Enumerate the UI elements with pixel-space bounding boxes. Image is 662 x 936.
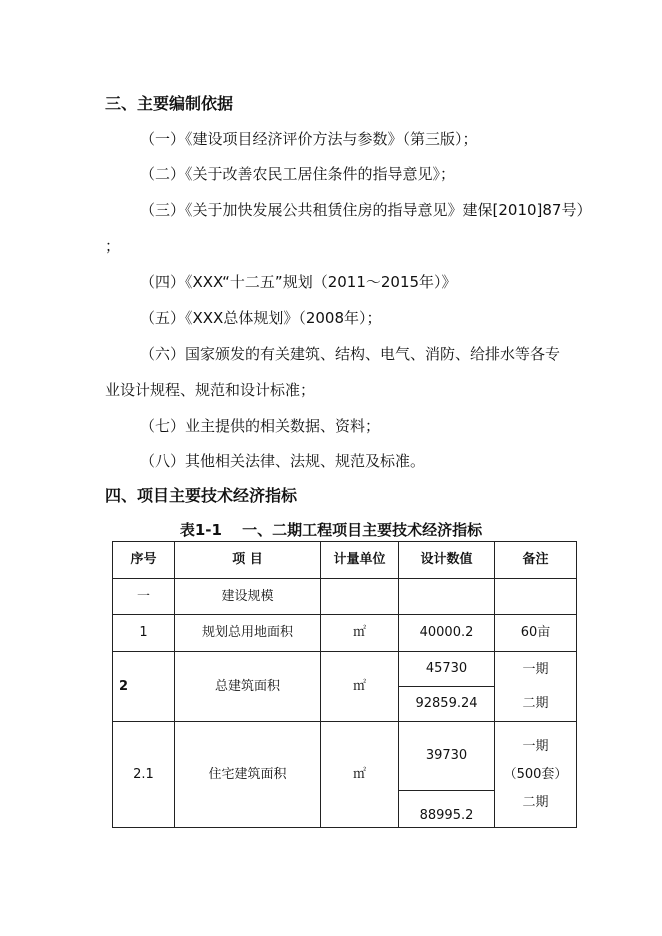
header-unit: 计量单位	[321, 542, 399, 579]
cell-value	[399, 579, 495, 615]
table-row	[113, 652, 577, 687]
note-phase-1: 一期	[522, 738, 549, 754]
indicator-table	[112, 541, 577, 828]
basis-item-1: （一）《建设项目经济评价方法与参数》（第三版）；	[140, 130, 478, 148]
cell-no: 1	[113, 615, 175, 652]
section-4-title: 四、项目主要技术经济指标	[105, 486, 298, 505]
table-header-row	[113, 542, 577, 579]
cell-value: 45730	[399, 652, 495, 687]
cell-no: 2	[113, 652, 175, 722]
cell-item: 建设规模	[175, 579, 321, 615]
header-value: 设计数值	[399, 542, 495, 579]
basis-item-5: （五）《XXX总体规划》（2008年）；	[140, 309, 382, 327]
note-phase-2: 二期	[522, 794, 549, 810]
table-row	[113, 615, 577, 652]
cell-note	[495, 722, 577, 828]
basis-item-6-cont: 业设计规程、规范和设计标准；	[105, 381, 316, 399]
cell-no: 2.1	[113, 722, 175, 828]
cell-value: 92859.24	[399, 687, 495, 722]
cell-item: 住宅建筑面积	[175, 722, 321, 828]
table-row	[113, 722, 577, 791]
cell-note	[495, 579, 577, 615]
note-units: （500套）	[503, 766, 568, 782]
cell-value: 88995.2	[399, 791, 495, 828]
cell-unit	[321, 579, 399, 615]
cell-item: 规划总用地面积	[175, 615, 321, 652]
header-no: 序号	[113, 542, 175, 579]
basis-item-4: （四）《XXX“十二五”规划（2011～2015年）》	[140, 273, 457, 291]
cell-value: 40000.2	[399, 615, 495, 652]
section-3-title: 三、主要编制依据	[105, 94, 234, 113]
basis-item-8: （八）其他相关法律、法规、规范及标准。	[140, 452, 426, 470]
basis-item-6: （六）国家颁发的有关建筑、结构、电气、消防、给排水等各专	[140, 345, 561, 363]
cell-unit: ㎡	[321, 652, 399, 722]
cell-unit: ㎡	[321, 722, 399, 828]
cell-item: 总建筑面积	[175, 652, 321, 722]
cell-value: 39730	[399, 722, 495, 791]
header-item: 项 目	[175, 542, 321, 579]
note-phase-1: 一期	[522, 661, 549, 677]
table-row	[113, 579, 577, 615]
basis-item-2: （二）《关于改善农民工居住条件的指导意见》；	[140, 165, 456, 183]
header-note: 备注	[495, 542, 577, 579]
cell-unit: ㎡	[321, 615, 399, 652]
basis-item-7: （七）业主提供的相关数据、资料；	[140, 417, 381, 435]
basis-item-3-cont: ；	[105, 237, 121, 255]
note-phase-2: 二期	[522, 695, 549, 711]
cell-note: 60亩	[495, 615, 577, 652]
table-caption: 表1-1 一、二期工程项目主要技术经济指标	[179, 521, 483, 539]
basis-item-3: （三）《关于加快发展公共租赁住房的指导意见》建保[2010]87号）	[140, 201, 592, 219]
cell-note	[495, 652, 577, 722]
cell-no: 一	[113, 579, 175, 615]
